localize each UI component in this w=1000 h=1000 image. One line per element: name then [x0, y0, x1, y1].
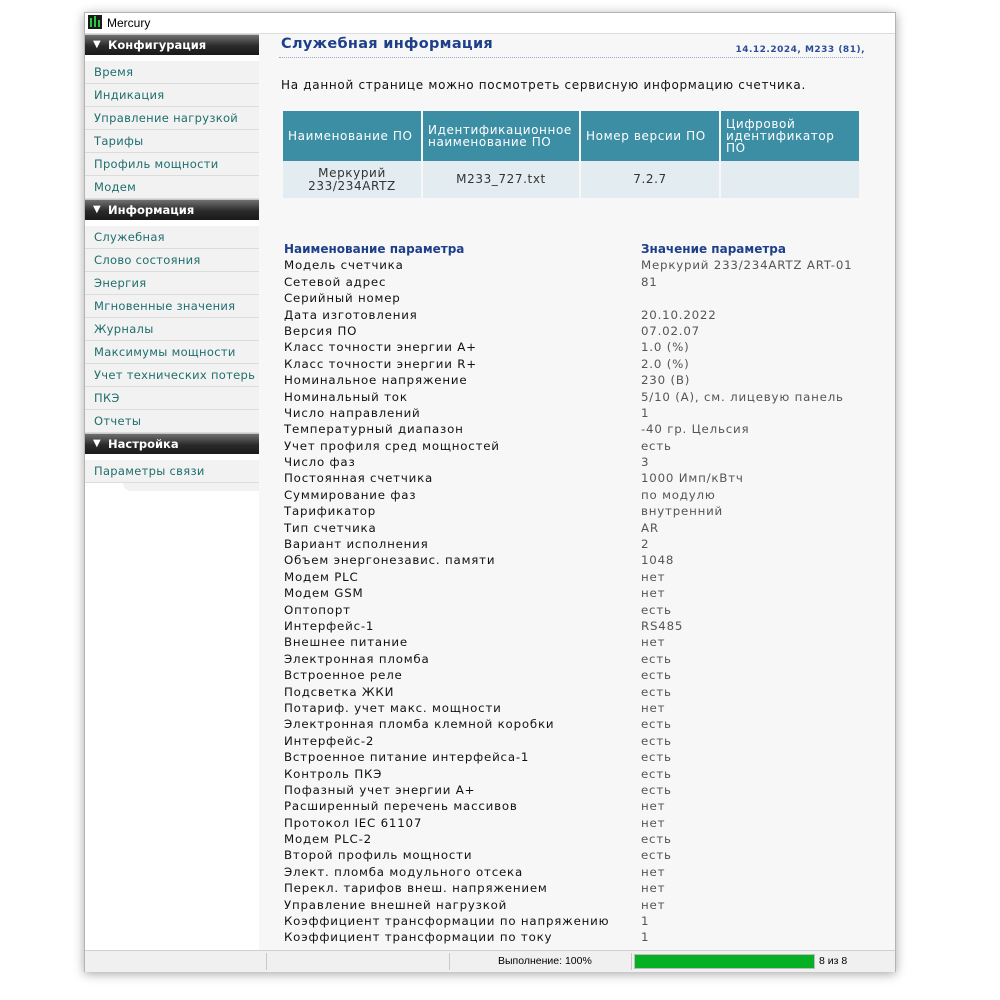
- triangle-down-icon: ▼: [93, 204, 101, 215]
- parameter-value: нет: [641, 881, 666, 896]
- parameter-row: [284, 913, 884, 929]
- parameter-name: Постоянная счетчика: [284, 471, 434, 486]
- parameter-value: AR: [641, 520, 659, 535]
- parameter-row: [284, 585, 884, 601]
- progress-count: 8 из 8: [819, 955, 848, 967]
- parameter-row: [284, 372, 884, 388]
- parameter-row: [284, 766, 884, 782]
- sidebar-item-instant-values[interactable]: Мгновенные значения: [85, 295, 259, 318]
- sidebar-item-reports[interactable]: Отчеты: [85, 410, 259, 433]
- parameter-value: по модулю: [641, 487, 716, 502]
- table-row: [283, 161, 859, 198]
- parameter-row: [284, 569, 884, 585]
- sidebar-item-energy[interactable]: Энергия: [85, 272, 259, 295]
- progress-bar-fill: [635, 955, 814, 968]
- parameter-name: Учет профиля сред мощностей: [284, 438, 500, 453]
- parameter-row: [284, 684, 884, 700]
- sw-header-name: Наименование ПО: [283, 111, 421, 161]
- parameter-row: [284, 618, 884, 634]
- parameter-value: 07.02.07: [641, 323, 700, 338]
- parameter-value: есть: [641, 782, 672, 797]
- parameter-name: Электронная пломба: [284, 651, 430, 666]
- parameter-value: 5/10 (А), см. лицевую панель: [641, 389, 844, 404]
- sidebar-section-configuration[interactable]: ▼ Конфигурация: [85, 34, 259, 55]
- sidebar-item-technical-losses[interactable]: Учет технических потерь: [85, 364, 259, 387]
- parameter-name: Интерфейс-1: [284, 618, 375, 633]
- parameter-name: Дата изготовления: [284, 307, 418, 322]
- parameter-name: Потариф. учет макс. мощности: [284, 700, 502, 715]
- triangle-down-icon: ▼: [93, 438, 101, 449]
- parameter-value: 1: [641, 930, 650, 945]
- sidebar-item-power-maximums[interactable]: Максимумы мощности: [85, 341, 259, 364]
- parameter-name: Протокол IEC 61107: [284, 815, 423, 830]
- sidebar-item-power-profile[interactable]: Профиль мощности: [85, 153, 259, 176]
- parameter-row: [284, 257, 884, 273]
- parameter-value: есть: [641, 602, 672, 617]
- sw-cell-digital-id: [721, 161, 859, 198]
- parameter-name: Встроенное питание интерфейса-1: [284, 750, 530, 765]
- parameter-value: есть: [641, 717, 672, 732]
- parameter-name: Внешнее питание: [284, 635, 408, 650]
- parameter-value: -40 гр. Цельсия: [641, 422, 750, 437]
- sidebar-item-journals[interactable]: Журналы: [85, 318, 259, 341]
- parameter-name: Перекл. тарифов внеш. напряжением: [284, 881, 548, 896]
- sidebar-item-status-word[interactable]: Слово состояния: [85, 249, 259, 272]
- sw-header-version: Номер версии ПО: [581, 111, 719, 161]
- parameter-value: 20.10.2022: [641, 307, 717, 322]
- parameter-value: 1000 Имп/кВтч: [641, 471, 744, 486]
- parameter-row: [284, 356, 884, 372]
- parameter-row: [284, 421, 884, 437]
- parameter-row: [284, 602, 884, 618]
- parameter-name: Электронная пломба клемной коробки: [284, 717, 555, 732]
- parameter-row: [284, 405, 884, 421]
- sidebar-item-connection-params[interactable]: Параметры связи: [85, 460, 259, 483]
- parameter-name: Управление внешней нагрузкой: [284, 897, 508, 912]
- parameter-name: Второй профиль мощности: [284, 848, 473, 863]
- parameter-name: Модем PLC-2: [284, 832, 372, 847]
- parameter-row: [284, 651, 884, 667]
- parameter-name: Тип счетчика: [284, 520, 377, 535]
- parameter-name: Модем PLC: [284, 569, 359, 584]
- sidebar: [85, 34, 259, 957]
- parameter-value: есть: [641, 438, 672, 453]
- parameter-value: 81: [641, 274, 658, 289]
- software-table: [281, 111, 861, 198]
- parameter-row: [284, 634, 884, 650]
- mercury-app-icon: [88, 15, 102, 29]
- parameter-value: нет: [641, 700, 666, 715]
- parameter-value: 1: [641, 405, 650, 420]
- parameter-name: Модем GSM: [284, 586, 364, 601]
- parameter-name: Элект. пломба модульного отсека: [284, 864, 523, 879]
- sw-cell-name: Меркурий 233/234ARTZ: [283, 161, 421, 198]
- parameter-name-header: Наименование параметра: [284, 242, 465, 256]
- parameter-name: Пофазный учет энергии А+: [284, 782, 476, 797]
- main-content: [259, 34, 895, 957]
- parameter-value: нет: [641, 864, 666, 879]
- parameter-row: [284, 847, 884, 863]
- parameter-value: нет: [641, 586, 666, 601]
- parameter-value: нет: [641, 815, 666, 830]
- progress-label: Выполнение: 100%: [498, 955, 592, 967]
- parameter-value: есть: [641, 668, 672, 683]
- parameter-row: [284, 307, 884, 323]
- parameter-value: 230 (В): [641, 373, 691, 388]
- app-window: [84, 12, 896, 972]
- parameter-value: 1048: [641, 553, 675, 568]
- status-divider: [631, 953, 632, 970]
- sidebar-section-settings[interactable]: ▼ Настройка: [85, 433, 259, 454]
- parameter-value: 2: [641, 537, 650, 552]
- parameter-value: есть: [641, 684, 672, 699]
- parameter-list: [284, 241, 884, 946]
- parameter-value: есть: [641, 766, 672, 781]
- parameter-name: Модель счетчика: [284, 258, 404, 273]
- parameter-value: есть: [641, 733, 672, 748]
- sidebar-item-load-control[interactable]: Управление нагрузкой: [85, 107, 259, 130]
- parameter-name: Оптопорт: [284, 602, 351, 617]
- parameter-row: [284, 454, 884, 470]
- parameter-value: 2.0 (%): [641, 356, 690, 371]
- parameter-name: Расширенный перечень массивов: [284, 799, 518, 814]
- parameter-name: Подсветка ЖКИ: [284, 684, 395, 699]
- sidebar-item-service[interactable]: Служебная: [85, 226, 259, 249]
- parameter-name: Встроенное реле: [284, 668, 403, 683]
- parameter-name: Коэффициент трансформации по напряжению: [284, 914, 610, 929]
- parameter-row: [284, 749, 884, 765]
- page-description: На данной странице можно посмотреть сервисную информацию счетчика.: [281, 78, 806, 92]
- parameter-value: есть: [641, 832, 672, 847]
- sidebar-section-information[interactable]: ▼ Информация: [85, 199, 259, 220]
- parameter-value: RS485: [641, 618, 684, 633]
- parameter-row: [284, 667, 884, 683]
- parameter-row: [284, 815, 884, 831]
- parameter-value: внутренний: [641, 504, 724, 519]
- device-header-info: 14.12.2024, M233 (81),: [735, 45, 865, 55]
- sw-header-id-name: Идентификационное наименование ПО: [423, 111, 579, 161]
- parameter-value: 3: [641, 455, 650, 470]
- parameter-name: Объем энергонезавис. памяти: [284, 553, 496, 568]
- sidebar-item-pke[interactable]: ПКЭ: [85, 387, 259, 410]
- parameter-value: есть: [641, 750, 672, 765]
- parameter-row: [284, 700, 884, 716]
- parameter-row: [284, 503, 884, 519]
- parameter-name: Номинальный ток: [284, 389, 408, 404]
- parameter-row: [284, 782, 884, 798]
- parameter-name: Номинальное напряжение: [284, 373, 468, 388]
- parameter-row: [284, 880, 884, 896]
- parameter-row: [284, 339, 884, 355]
- parameter-row: [284, 716, 884, 732]
- parameter-value: Меркурий 233/234ARTZ ART-01: [641, 258, 853, 273]
- sidebar-item-modem[interactable]: Модем: [85, 176, 259, 199]
- parameter-row: [284, 798, 884, 814]
- status-divider: [449, 953, 450, 970]
- parameter-value: есть: [641, 651, 672, 666]
- parameter-row: [284, 520, 884, 536]
- parameter-name: Число направлений: [284, 405, 421, 420]
- parameter-name: Контроль ПКЭ: [284, 766, 383, 781]
- parameter-name: Суммирование фаз: [284, 487, 417, 502]
- sw-header-digital-id: Цифровой идентификатор ПО: [721, 111, 859, 161]
- parameter-name: Версия ПО: [284, 323, 358, 338]
- parameter-value-header: Значение параметра: [641, 242, 786, 256]
- parameter-name: Серийный номер: [284, 291, 401, 306]
- parameter-row: [284, 929, 884, 945]
- sw-cell-version: 7.2.7: [581, 161, 719, 198]
- title-bar: [85, 13, 895, 34]
- parameter-name: Сетевой адрес: [284, 274, 387, 289]
- parameter-name: Тарификатор: [284, 504, 377, 519]
- parameter-name: Класс точности энергии А+: [284, 340, 477, 355]
- window-title: Mercury: [107, 16, 151, 30]
- parameter-name: Коэффициент трансформации по току: [284, 930, 553, 945]
- parameter-row: [284, 323, 884, 339]
- parameter-value: 1.0 (%): [641, 340, 690, 355]
- parameter-row: [284, 389, 884, 405]
- parameter-name: Класс точности энергии R+: [284, 356, 477, 371]
- sidebar-tail: [123, 483, 259, 491]
- status-bar: [85, 950, 895, 972]
- parameter-row: [284, 438, 884, 454]
- parameter-row: [284, 536, 884, 552]
- parameter-name: Вариант исполнения: [284, 537, 429, 552]
- sidebar-item-time[interactable]: Время: [85, 61, 259, 84]
- progress-bar: [634, 954, 815, 969]
- parameter-row: [284, 470, 884, 486]
- parameter-value: нет: [641, 799, 666, 814]
- sw-cell-id-name: M233_727.txt: [423, 161, 579, 198]
- parameter-row: [284, 897, 884, 913]
- parameter-row: [284, 552, 884, 568]
- title-divider: [279, 57, 863, 58]
- parameter-list-header: [284, 241, 884, 257]
- parameter-row: [284, 733, 884, 749]
- parameter-row: [284, 864, 884, 880]
- parameter-row: [284, 290, 884, 306]
- parameter-value: нет: [641, 897, 666, 912]
- parameter-value: есть: [641, 848, 672, 863]
- parameter-row: [284, 274, 884, 290]
- parameter-value: нет: [641, 635, 666, 650]
- page-title: Служебная информация: [281, 36, 494, 52]
- parameter-row: [284, 831, 884, 847]
- triangle-down-icon: ▼: [93, 39, 101, 50]
- sidebar-item-tariffs[interactable]: Тарифы: [85, 130, 259, 153]
- parameter-name: Температурный диапазон: [284, 422, 464, 437]
- parameter-value: нет: [641, 569, 666, 584]
- parameter-row: [284, 487, 884, 503]
- parameter-name: Интерфейс-2: [284, 733, 375, 748]
- sidebar-item-indication[interactable]: Индикация: [85, 84, 259, 107]
- parameter-name: Число фаз: [284, 455, 356, 470]
- parameter-value: 1: [641, 914, 650, 929]
- status-divider: [266, 953, 267, 970]
